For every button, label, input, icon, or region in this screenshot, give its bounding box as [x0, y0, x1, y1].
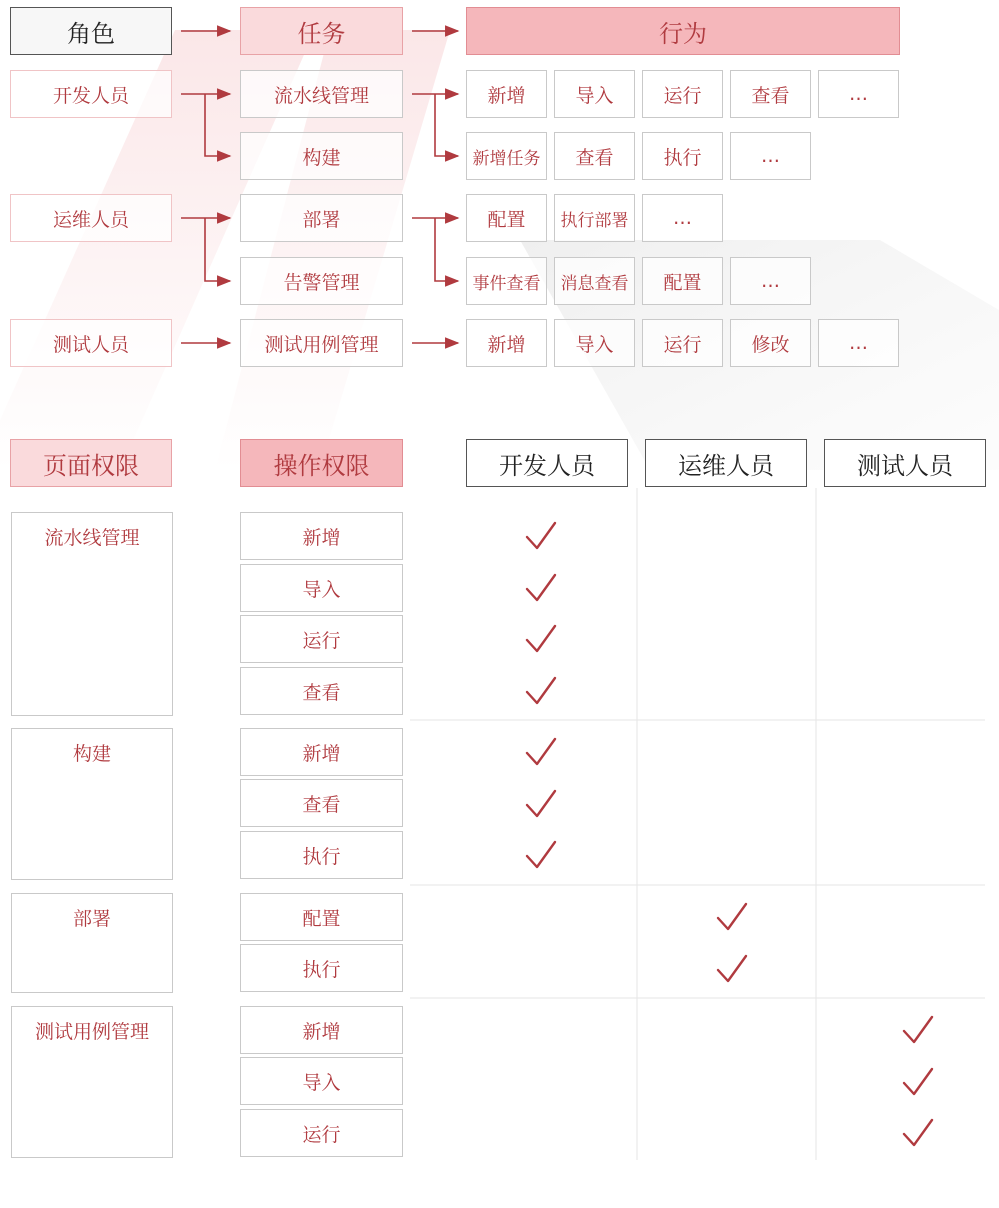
role-developer: 开发人员 [10, 70, 172, 118]
behavior-more: … [818, 70, 899, 118]
op-view: 查看 [240, 779, 403, 827]
behavior-execute: 执行 [642, 132, 723, 180]
header-page-permission: 页面权限 [10, 439, 172, 487]
header-role-developer: 开发人员 [466, 439, 628, 487]
op-add: 新增 [240, 1006, 403, 1054]
header-behavior: 行为 [466, 7, 900, 55]
behavior-execute-deploy: 执行部署 [554, 194, 635, 242]
behavior-import: 导入 [554, 70, 635, 118]
header-operation-permission: 操作权限 [240, 439, 403, 487]
role-ops: 运维人员 [10, 194, 172, 242]
op-import: 导入 [240, 564, 403, 612]
page-pipeline-management: 流水线管理 [11, 512, 173, 716]
behavior-view: 查看 [554, 132, 635, 180]
op-configure: 配置 [240, 893, 403, 941]
behavior-event-view: 事件查看 [466, 257, 547, 305]
checkmark-icon [524, 519, 558, 553]
behavior-run: 运行 [642, 319, 723, 367]
behavior-view: 查看 [730, 70, 811, 118]
behavior-import: 导入 [554, 319, 635, 367]
behavior-add: 新增 [466, 70, 547, 118]
op-view: 查看 [240, 667, 403, 715]
behavior-more: … [730, 132, 811, 180]
checkmark-icon [524, 735, 558, 769]
task-pipeline-management: 流水线管理 [240, 70, 403, 118]
op-add: 新增 [240, 512, 403, 560]
behavior-modify: 修改 [730, 319, 811, 367]
header-task: 任务 [240, 7, 403, 55]
page-deploy: 部署 [11, 893, 173, 993]
header-role: 角色 [10, 7, 172, 55]
behavior-message-view: 消息查看 [554, 257, 635, 305]
op-run: 运行 [240, 615, 403, 663]
checkmark-icon [715, 952, 749, 986]
behavior-add: 新增 [466, 319, 547, 367]
checkmark-icon [901, 1116, 935, 1150]
behavior-run: 运行 [642, 70, 723, 118]
op-run: 运行 [240, 1109, 403, 1157]
checkmark-icon [524, 674, 558, 708]
op-execute: 执行 [240, 944, 403, 992]
behavior-more: … [730, 257, 811, 305]
checkmark-icon [524, 622, 558, 656]
behavior-configure: 配置 [466, 194, 547, 242]
checkmark-icon [524, 787, 558, 821]
checkmark-icon [901, 1065, 935, 1099]
page-build: 构建 [11, 728, 173, 880]
checkmark-icon [901, 1013, 935, 1047]
op-add: 新增 [240, 728, 403, 776]
checkmark-icon [524, 571, 558, 605]
header-role-tester: 测试人员 [824, 439, 986, 487]
page-test-case-management: 测试用例管理 [11, 1006, 173, 1158]
behavior-configure: 配置 [642, 257, 723, 305]
task-alert-management: 告警管理 [240, 257, 403, 305]
op-import: 导入 [240, 1057, 403, 1105]
op-execute: 执行 [240, 831, 403, 879]
task-test-case-management: 测试用例管理 [240, 319, 403, 367]
checkmark-icon [715, 900, 749, 934]
behavior-add-task: 新增任务 [466, 132, 547, 180]
task-deploy: 部署 [240, 194, 403, 242]
header-role-ops: 运维人员 [645, 439, 807, 487]
role-tester: 测试人员 [10, 319, 172, 367]
checkmark-icon [524, 838, 558, 872]
behavior-more: … [818, 319, 899, 367]
task-build: 构建 [240, 132, 403, 180]
behavior-more: … [642, 194, 723, 242]
